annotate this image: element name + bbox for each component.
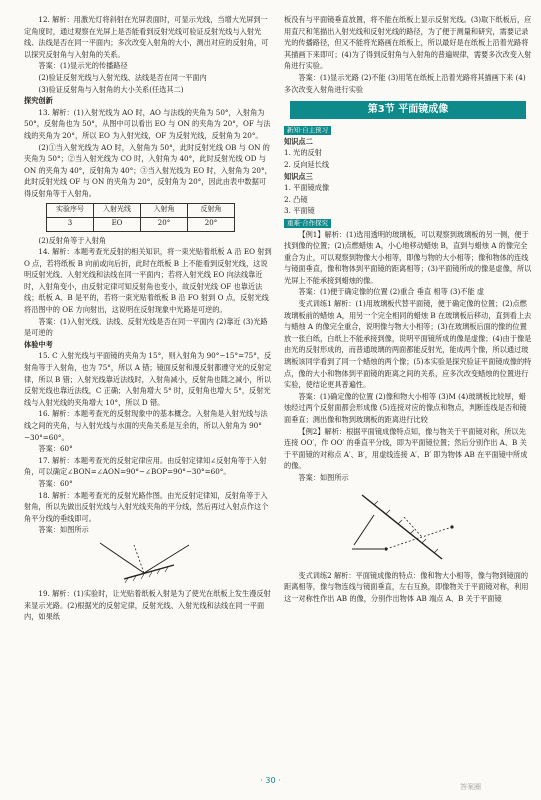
answer-19-answer: 答案：(1)显示光路 (2)不能 (3)用笔在纸板上沿着光路将其描画下来 (4)多次改变入射角进行实验 bbox=[284, 72, 526, 94]
section-heading-explore: 探究创新 bbox=[24, 96, 53, 106]
answer-14-analysis: 14. 解析：本题考查光反射的相关知识，将一束光贴着纸板 A 沿 EO 射到 O 点，若将纸板 B 向前或向后折，此时在纸板 B 上不能看到反射光线，这说明反射光线、入射光线和法线在同一平面内；若将入射光线 EO 向法线靠近时，入射角变小，由反射定律可知反射角也变小，故反射光线 OF 也靠近法线；纸板 A、B 是平的，若将一束光贴着纸板 B 沿 FO 射到 O 点，反射光线将沿图中的 OE 方向射出，这说明在反射现象中光路是可逆的。 bbox=[24, 247, 272, 315]
table-cell: 20° bbox=[188, 217, 235, 231]
answer-13-b: (2)反射角等于入射角 bbox=[38, 235, 107, 245]
answer-19-cont: 板没有与平面镜垂直放置，将不能在纸板上显示反射光线。(3)取下纸板后，应用直尺和笔描出入射光线和反射光线的路径，为了便于测量和研究，需要记录光的传播路径，但又不能将光路画在纸板上，所以最好是在纸板上沿着光路将其描画下来即可；(4)为了得到反射角与入射角的普遍规律，需要多次改变入射角进行实验。 bbox=[284, 15, 532, 71]
knowledge-point-2: 知识点二 bbox=[284, 136, 313, 146]
answer-13-analysis: 13. 解析：(1)入射光线为 AO 时，AO 与法线的夹角为 50°，入射角为 50°，反射角也为 50°，从图中可以看出 EO 与 ON 的夹角为 20°，OF 与法线的夹角为 20°，所以 EO 为入射光线，OF 为反射光线，反射角为 20°。 bbox=[24, 107, 271, 140]
reflection-diagram bbox=[94, 539, 204, 585]
knowledge-point-3: 知识点三 bbox=[284, 171, 313, 181]
table-header-row bbox=[47, 203, 235, 217]
kp3-item-1: 1. 平面镜成像 bbox=[284, 183, 330, 193]
kp2-item-1: 1. 光的反射 bbox=[284, 148, 322, 158]
variant-1-answer: 答案：(1)确定像的位置 (2)像和物大小相等 (3)M (4)玻璃板比较厚，蜡烛经过两个反射面都会形成像 (5)连接对应的像点和物点，判断连线是否和镜面垂直；测出像和物到玻璃板的距离进行比较 bbox=[284, 391, 527, 424]
table-header: 实验序号 bbox=[47, 203, 94, 217]
page-number: · 30 · bbox=[260, 776, 281, 785]
answer-12-b: (2)验证反射光线与入射光线、法线是否在同一平面内 bbox=[38, 72, 207, 82]
answer-12-c: (3)验证反射角与入射角的大小关系(任选其二) bbox=[38, 84, 184, 94]
kp3-item-3: 3. 平面镜 bbox=[284, 206, 315, 216]
answer-16-answer: 答案：60° bbox=[38, 444, 73, 454]
kp2-item-2: 2. 反向延长线 bbox=[284, 159, 330, 169]
answer-17-analysis: 17. 解析：本题考查光的反射定律应用。由反射定律知∠反射角等于入射角，可以确定∠BON=∠AON=90°−∠BOP=90°−30°=60°。 bbox=[24, 455, 267, 477]
answer-16-analysis: 16. 解析：本题考查光的反射现象中的基本概念。入射角是入射光线与法线之间的夹角，与入射光线与水面的夹角关系是互余的，所以入射角为 90°−30°=60°。 bbox=[24, 409, 268, 442]
answer-18-analysis: 18. 解析：本题考查光的反射光路作图。由光反射定律知，反射角等于入射角，所以先做出反射光线与入射光线夹角的平分线，然后再过入射点作这个角平分线的垂线即可。 bbox=[24, 490, 269, 523]
answer-12-a: 答案：(1)显示光的传播路径 bbox=[38, 61, 128, 71]
table-header: 入射角 bbox=[141, 203, 188, 217]
table-cell: EO bbox=[94, 217, 141, 231]
variant-2-analysis: 变式训练2 解析：平面镜成像的特点：像和物大小相等，像与物到镜面的距离相等，像与物连线与镜面垂直，左右互换，即像物关于平面镜对称，利用这一对称性作出 AB 的像，分别作出物体 AB 端点 A、B 关于平面镜 bbox=[284, 570, 529, 603]
table-cell: 3 bbox=[47, 217, 94, 231]
example-2-answer: 答案：如图所示 bbox=[298, 472, 349, 482]
right-column bbox=[284, 14, 532, 604]
example-1-answer: 答案：(1)便于确定像的位置 (2)重合 垂直 相等 (3)不能 虚 bbox=[298, 287, 485, 297]
answer-12-analysis: 12. 解析：用激光灯将斜射在光屏表面时，可显示光线，当增大光屏到一定角度时，通过观察在光屏上是否能看到反射光线可验证反射光线与入射光线、法线是否在同一平面内；多次改变入射角的大小，测出对应的反射角，可以探究反射角与入射角的关系。 bbox=[24, 15, 269, 59]
answer-19-analysis: 19. 解析：(1)实验时，让光贴着纸板入射是为了使光在纸板上发生漫反射来显示光路。(2)根据光的反射定律，反射光线、入射光线和法线在同一平面内，如果纸 bbox=[24, 588, 271, 622]
example-1-analysis: 【例1】解析：(1)选用透明的玻璃板，可以观察到玻璃板的另一侧，便于找到像的位置；(2)点燃蜡烛 A，小心地移动蜡烛 B，直到与蜡烛 A 的像完全重合为止，可以观察到物像大小相等，即像与物的大小相等；像和物体的连线与镜面垂直，像和物体到平面镜的距离相等；(3)平面镜所成的像是虚像，所以光屏上不能承接到蜡烛的像。 bbox=[284, 229, 532, 285]
section-heading-exam: 体验中考 bbox=[24, 339, 53, 349]
answer-14-answer: 答案：(1)入射光线、法线、反射光线是否在同一平面内 (2)靠近 (3)光路是可逆的 bbox=[24, 316, 268, 338]
answer-17-answer: 答案：60° bbox=[38, 478, 73, 488]
section-tag-explore: 重难·合作探究 bbox=[284, 219, 331, 228]
table-cell: 20° bbox=[141, 217, 188, 231]
left-column bbox=[24, 14, 272, 623]
answer-18-answer: 答案：如图所示 bbox=[38, 525, 89, 535]
variant-1-analysis: 变式训练1 解析：(1)用玻璃板代替平面镜，便于确定像的位置；(2)点燃玻璃板前的蜡烛 A，用另一个完全相同的蜡烛 B 在玻璃板后移动，直到看上去与蜡烛 A 的像完全重合，说明像与物大小相等；(3)在玻璃板后面的像的位置放一张白纸，白纸上不能承接到像，说明平面镜所成的像是虚像；(4)由于像是由光的反射形成的，而普通玻璃的两面都能反射光，能成两个像，所以通过玻璃板该同学看到了同一个蜡烛的两个像；(5)本实验是探究验证平面镜成像的特点，像的大小和物体到平面镜的距离之间的关系，应多次改变蜡烛的位置进行实验，使结论更具普遍性。 bbox=[284, 299, 532, 390]
table-header: 反射角 bbox=[188, 203, 235, 217]
section-title-band: 第3节 平面镜成像 bbox=[290, 101, 526, 119]
table-header: 入射光线 bbox=[94, 203, 141, 217]
example-2-analysis: 【例2】解析：根据平面镜成像特点知，像与物关于平面镜对称，所以先连接 OO′，作 OO′ 的垂直平分线，即为平面镜位置；然后分别作出 A、B 关于平面镜的对称点 A′、B′，用虚线连接 A′、B′ 即为物体 AB 在平面镜中所成的像。 bbox=[284, 426, 528, 471]
answer-13-table bbox=[46, 203, 235, 232]
mirror-image-diagram bbox=[344, 487, 464, 567]
answer-13-analysis-2: (2)①当入射光线为 AO 时，入射角为 50°，此时反射光线 OB 与 ON 的夹角为 50°；②当入射光线为 CO 时，入射角为 40°，此时反射光线 OD 与 ON 的夹角为 40°，反射角为 40°；③当入射光线为 EO 时，入射角为 20°，此时反射光线 OF 与 ON 的夹角为 20°，反射角为 20°，因此由表中数据可得反射角等于入射角。 bbox=[24, 142, 272, 198]
kp3-item-2: 2. 凸镜 bbox=[284, 194, 308, 204]
watermark: 答案圈 bbox=[460, 783, 481, 791]
table-row bbox=[47, 217, 235, 231]
answer-15: 15. C 入射光线与平面镜的夹角为 15°，则入射角为 90°−15°=75°，反射角等于入射角，也为 75°，所以 A 错；镜面反射和漫反射都遵守光的反射定律，所以 B 错；入射光线靠近法线时，入射角减小，反射角也随之减小，所以反射光线也靠近法线，C 正确；入射角增大 5° 时，反射角也增大 5°，反射光线与入射光线的夹角增大 10°，所以 D 错。 bbox=[24, 351, 272, 407]
section-tag-preview: 新知·自主预习 bbox=[284, 126, 331, 135]
